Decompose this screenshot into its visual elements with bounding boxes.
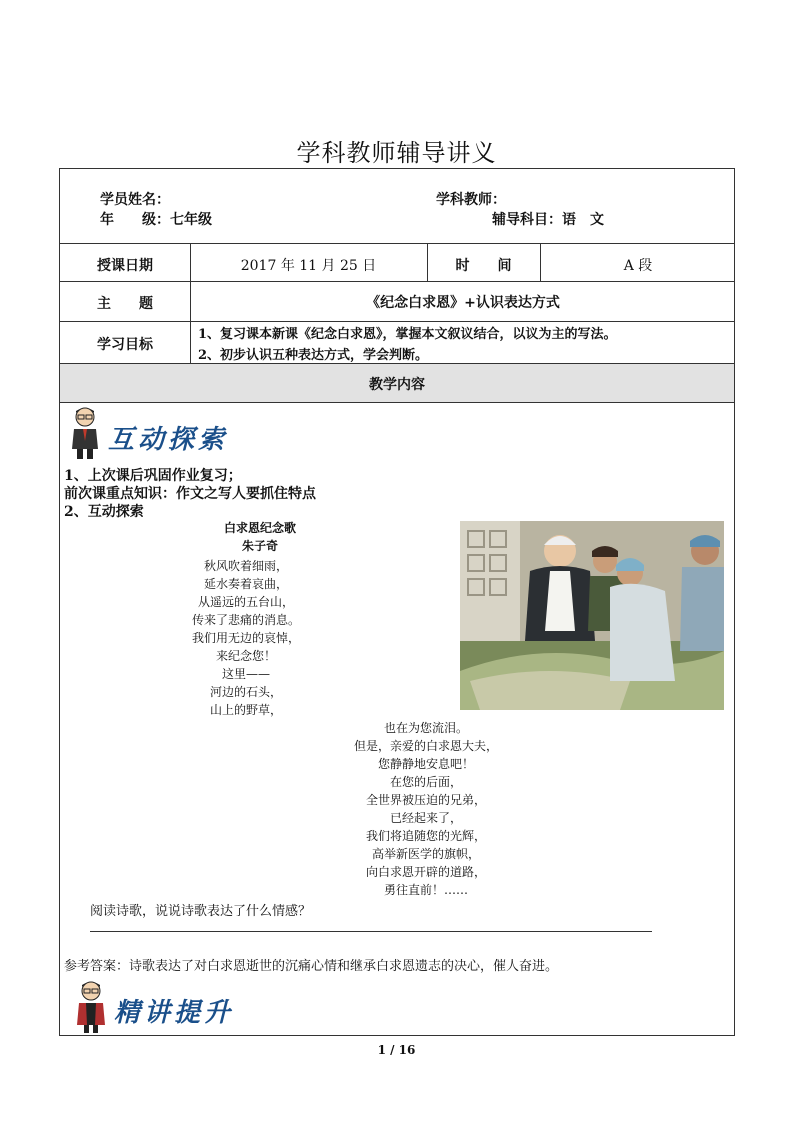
time-label: 时 间 [455,258,512,274]
surgery-painting-image [460,521,724,710]
row-divider [60,243,734,244]
goal-label: 学习目标 [97,337,153,353]
row-divider [60,363,734,364]
poem-line: 从遥远的五台山， [197,595,294,609]
goal-2: 2、初步认识五种表达方式，学会判断。 [198,348,429,363]
poem-line: 全世界被压迫的兄弟， [365,793,486,807]
poem-line: 您静静地安息吧！ [377,757,474,771]
poem-line: 山上的野草， [209,703,282,717]
poem-line: 河边的石头， [209,685,282,699]
poem-line: 已经起来了， [389,811,462,825]
poem-author: 朱子奇 [241,539,278,553]
topic-value: 《纪念白求恩》+认识表达方式 [366,295,560,311]
item-explore: 2、互动探索 [64,504,144,520]
lesson-sheet [59,168,735,1036]
section-banner-explore [68,405,228,459]
section-banner-lecture [74,979,234,1033]
subject-label: 辅导科目：语 文 [492,212,604,228]
poem-line: 也在为您流泪。 [383,721,468,735]
teacher-cartoon-icon [68,405,102,459]
row-divider [60,321,734,322]
time-value: A 段 [623,258,653,274]
bethune-painting [460,521,724,710]
teacher-cartoon-icon [74,979,108,1033]
poem-line: 向白求恩开辟的道路， [365,865,486,879]
content-header: 教学内容 [369,377,425,393]
grade-label: 年 级：七年级 [100,212,212,228]
section-title-lecture: 精讲提升 [114,997,235,1028]
section-title-explore: 互动探索 [108,424,229,455]
reference-answer: 参考答案：诗歌表达了对白求恩逝世的沉痛心情和继承白求恩遗志的决心，催人奋进。 [64,959,559,974]
poem-line: 我们将追随您的光辉， [365,829,486,843]
poem-line: 我们用无边的哀悼， [191,631,300,645]
poem-line: 传来了悲痛的消息。 [191,613,300,627]
poem-line: 但是，亲爱的白求恩大夫， [353,739,498,753]
row-divider [60,402,734,403]
poem-line: 这里—— [221,667,270,681]
teacher-label: 学科教师： [436,192,506,208]
poem-line: 来纪念您！ [215,649,276,663]
topic-label: 主 题 [97,296,153,312]
item-homework-review: 1、上次课后巩固作业复习； [64,468,242,484]
poem-line: 秋风吹着细雨， [203,559,288,573]
reading-question: 阅读诗歌，说说诗歌表达了什么情感？ [90,904,312,919]
row-divider [60,281,734,282]
poem-line: 勇往直前！…… [383,883,468,897]
poem-line: 在您的后面， [389,775,462,789]
page-title: 学科教师辅导讲义 [296,139,497,167]
page-number: 1 / 16 [377,1043,416,1057]
answer-line [90,931,652,932]
poem-line: 高举新医学的旗帜， [371,847,480,861]
goal-1: 1、复习课本新课《纪念白求恩》，掌握本文叙议结合，以议为主的写法。 [198,327,617,342]
poem-line: 延水奏着哀曲， [203,577,288,591]
poem-title: 白求恩纪念歌 [223,521,296,535]
date-value: 2017 年 11 月 25 日 [240,258,377,274]
student-name-label: 学员姓名： [100,192,170,208]
item-previous-key: 前次课重点知识：作文之写人要抓住特点 [64,486,316,502]
date-label: 授课日期 [97,258,153,274]
